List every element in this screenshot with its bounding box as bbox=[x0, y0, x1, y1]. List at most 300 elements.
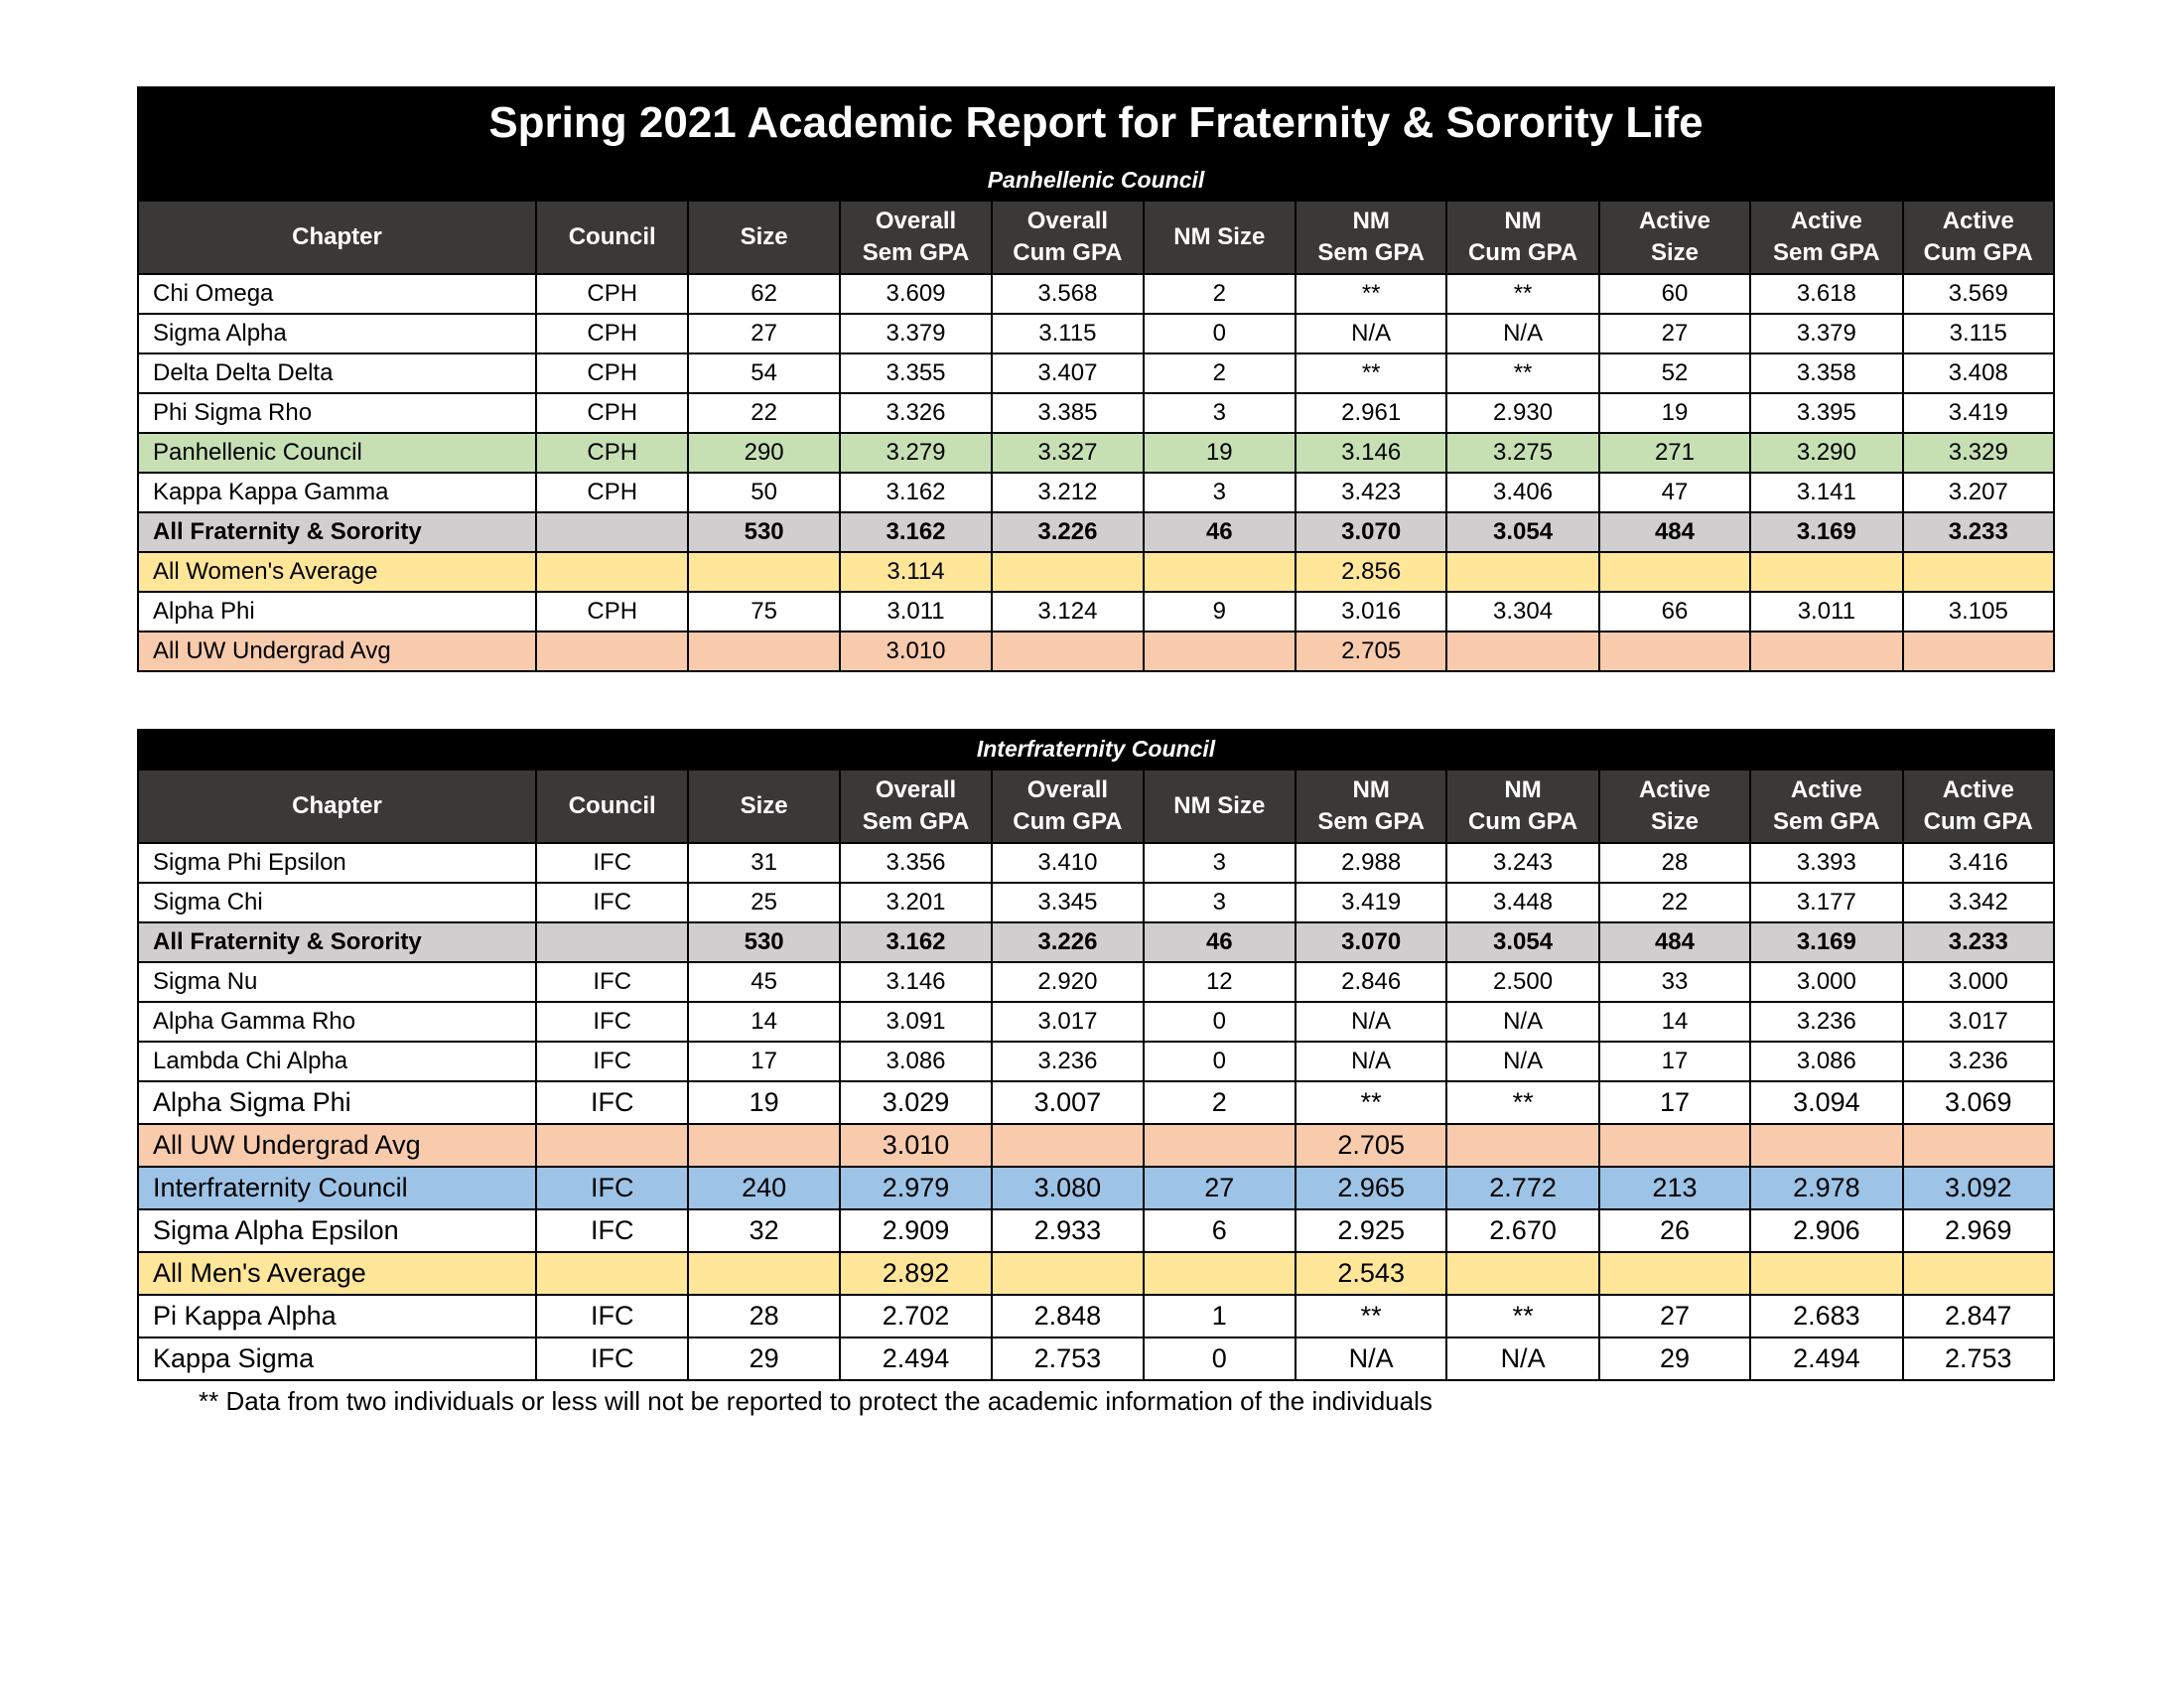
table-cell: 3.236 bbox=[1750, 1002, 1902, 1042]
table-row bbox=[138, 1209, 2054, 1252]
chapter-name-cell: All UW Undergrad Avg bbox=[138, 1124, 536, 1167]
chapter-name-cell: Alpha Gamma Rho bbox=[138, 1002, 536, 1042]
table-cell bbox=[536, 512, 688, 552]
table-cell: 2.988 bbox=[1296, 843, 1446, 883]
chapter-name-cell: All Fraternity & Sorority bbox=[138, 922, 536, 962]
table-header-row bbox=[138, 770, 2054, 843]
table-cell: 3.029 bbox=[840, 1081, 992, 1124]
table-cell: 3 bbox=[1144, 843, 1296, 883]
column-header: Active Size bbox=[1599, 770, 1750, 843]
table-cell: 3.379 bbox=[840, 314, 992, 353]
table-cell: IFC bbox=[536, 883, 688, 922]
table-cell: 3.290 bbox=[1750, 433, 1902, 473]
table-cell: 2.909 bbox=[840, 1209, 992, 1252]
table-row bbox=[138, 592, 2054, 632]
table-cell bbox=[1599, 632, 1750, 671]
table-row bbox=[138, 393, 2054, 433]
table-cell: ** bbox=[1296, 1081, 1446, 1124]
chapter-name-cell: All Women's Average bbox=[138, 552, 536, 592]
table-cell: 6 bbox=[1144, 1209, 1296, 1252]
table-cell: CPH bbox=[536, 592, 688, 632]
table-cell: 213 bbox=[1599, 1167, 1750, 1209]
table-cell: N/A bbox=[1296, 314, 1446, 353]
table-cell: 3.069 bbox=[1903, 1081, 2054, 1124]
chapter-name-cell: Pi Kappa Alpha bbox=[138, 1295, 536, 1337]
column-header: NM Size bbox=[1144, 770, 1296, 843]
column-header: Size bbox=[688, 201, 839, 274]
table-cell: 17 bbox=[1599, 1081, 1750, 1124]
report-title: Spring 2021 Academic Report for Fraternity & Sorority Life bbox=[137, 86, 2055, 160]
table-cell: 3.114 bbox=[840, 552, 992, 592]
table-cell: 3.017 bbox=[992, 1002, 1143, 1042]
chapter-name-cell: Sigma Phi Epsilon bbox=[138, 843, 536, 883]
table-cell: 2.846 bbox=[1296, 962, 1446, 1002]
table-row bbox=[138, 433, 2054, 473]
panhellenic-report-section bbox=[137, 86, 2055, 672]
table-cell: 530 bbox=[688, 512, 839, 552]
table-cell: 271 bbox=[1599, 433, 1750, 473]
table-cell bbox=[536, 552, 688, 592]
table-cell: 2.753 bbox=[1903, 1337, 2054, 1380]
table-cell: 3.416 bbox=[1903, 843, 2054, 883]
chapter-name-cell: All UW Undergrad Avg bbox=[138, 632, 536, 671]
chapter-name-cell: Delta Delta Delta bbox=[138, 353, 536, 393]
table-cell bbox=[536, 922, 688, 962]
table-cell: 3.304 bbox=[1446, 592, 1598, 632]
table-cell: 2.892 bbox=[840, 1252, 992, 1295]
table-cell: 22 bbox=[1599, 883, 1750, 922]
table-cell: 3.327 bbox=[992, 433, 1143, 473]
table-cell: 2.847 bbox=[1903, 1295, 2054, 1337]
table-cell: 3.115 bbox=[992, 314, 1143, 353]
table-cell: 2.925 bbox=[1296, 1209, 1446, 1252]
table-cell: 66 bbox=[1599, 592, 1750, 632]
table-row bbox=[138, 1337, 2054, 1380]
chapter-name-cell: Sigma Chi bbox=[138, 883, 536, 922]
table-cell bbox=[1903, 632, 2054, 671]
table-cell: 3.406 bbox=[1446, 473, 1598, 512]
table-row bbox=[138, 1042, 2054, 1081]
table-cell: 3.408 bbox=[1903, 353, 2054, 393]
table-cell: 2.848 bbox=[992, 1295, 1143, 1337]
table-cell: 14 bbox=[688, 1002, 839, 1042]
table-cell: 3.162 bbox=[840, 512, 992, 552]
table-cell bbox=[688, 1252, 839, 1295]
table-cell: 3.423 bbox=[1296, 473, 1446, 512]
table-row bbox=[138, 1081, 2054, 1124]
table-cell: 3.162 bbox=[840, 473, 992, 512]
column-header: Overall Cum GPA bbox=[992, 201, 1143, 274]
table-row bbox=[138, 353, 2054, 393]
table-cell: 3 bbox=[1144, 393, 1296, 433]
table-cell: IFC bbox=[536, 1167, 688, 1209]
table-cell: 3.011 bbox=[1750, 592, 1902, 632]
table-cell: 3 bbox=[1144, 473, 1296, 512]
table-cell: CPH bbox=[536, 393, 688, 433]
table-cell bbox=[1903, 552, 2054, 592]
table-cell bbox=[1599, 1252, 1750, 1295]
table-cell: 12 bbox=[1144, 962, 1296, 1002]
table-cell: 3.054 bbox=[1446, 512, 1598, 552]
column-header: Overall Cum GPA bbox=[992, 770, 1143, 843]
column-header: Council bbox=[536, 770, 688, 843]
table-row bbox=[138, 274, 2054, 314]
table-cell: 2.965 bbox=[1296, 1167, 1446, 1209]
table-cell: ** bbox=[1296, 1295, 1446, 1337]
table-cell: 29 bbox=[688, 1337, 839, 1380]
table-cell: 19 bbox=[1599, 393, 1750, 433]
table-cell: 3.010 bbox=[840, 632, 992, 671]
chapter-name-cell: Lambda Chi Alpha bbox=[138, 1042, 536, 1081]
table-cell: ** bbox=[1446, 1081, 1598, 1124]
table-cell bbox=[1144, 632, 1296, 671]
table-cell: 3.007 bbox=[992, 1081, 1143, 1124]
table-row bbox=[138, 1002, 2054, 1042]
column-header: Active Size bbox=[1599, 201, 1750, 274]
table-cell: 3.326 bbox=[840, 393, 992, 433]
table-cell: 3.226 bbox=[992, 922, 1143, 962]
table-cell bbox=[536, 632, 688, 671]
table-cell: 3.275 bbox=[1446, 433, 1598, 473]
table-cell: 3.086 bbox=[840, 1042, 992, 1081]
table-cell: ** bbox=[1446, 274, 1598, 314]
table-cell: 28 bbox=[688, 1295, 839, 1337]
table-cell bbox=[1750, 1252, 1902, 1295]
table-cell: 290 bbox=[688, 433, 839, 473]
table-cell: 3.448 bbox=[1446, 883, 1598, 922]
table-cell: 3.141 bbox=[1750, 473, 1902, 512]
table-cell: IFC bbox=[536, 1042, 688, 1081]
table-cell: ** bbox=[1296, 274, 1446, 314]
chapter-name-cell: Kappa Kappa Gamma bbox=[138, 473, 536, 512]
table-cell: 27 bbox=[1599, 1295, 1750, 1337]
table-cell: 31 bbox=[688, 843, 839, 883]
table-cell: 3.393 bbox=[1750, 843, 1902, 883]
table-cell: 2.961 bbox=[1296, 393, 1446, 433]
chapter-name-cell: Phi Sigma Rho bbox=[138, 393, 536, 433]
table-row bbox=[138, 314, 2054, 353]
table-cell bbox=[688, 552, 839, 592]
table-cell bbox=[1750, 552, 1902, 592]
chapter-name-cell: Interfraternity Council bbox=[138, 1167, 536, 1209]
table-cell: N/A bbox=[1296, 1002, 1446, 1042]
table-cell: 3.016 bbox=[1296, 592, 1446, 632]
table-cell: 75 bbox=[688, 592, 839, 632]
table-cell: 2 bbox=[1144, 274, 1296, 314]
table-cell: 3.124 bbox=[992, 592, 1143, 632]
table-cell: 19 bbox=[688, 1081, 839, 1124]
table-cell: 14 bbox=[1599, 1002, 1750, 1042]
table-cell: 3.091 bbox=[840, 1002, 992, 1042]
table-cell: 3.070 bbox=[1296, 922, 1446, 962]
council-title: Interfraternity Council bbox=[137, 729, 2055, 769]
table-cell: 3.017 bbox=[1903, 1002, 2054, 1042]
table-cell: IFC bbox=[536, 1295, 688, 1337]
table-cell: 9 bbox=[1144, 592, 1296, 632]
table-cell bbox=[992, 1124, 1143, 1167]
table-cell: 3.233 bbox=[1903, 922, 2054, 962]
chapter-name-cell: All Men's Average bbox=[138, 1252, 536, 1295]
table-cell: 3.092 bbox=[1903, 1167, 2054, 1209]
table-cell: 2.543 bbox=[1296, 1252, 1446, 1295]
table-cell: 2.969 bbox=[1903, 1209, 2054, 1252]
table-cell: CPH bbox=[536, 353, 688, 393]
table-cell: 3.226 bbox=[992, 512, 1143, 552]
table-cell bbox=[1446, 1252, 1598, 1295]
table-cell: 3.356 bbox=[840, 843, 992, 883]
table-cell: N/A bbox=[1446, 1002, 1598, 1042]
table-row bbox=[138, 552, 2054, 592]
column-header: Chapter bbox=[138, 201, 536, 274]
table-cell: 2.930 bbox=[1446, 393, 1598, 433]
table-cell: N/A bbox=[1446, 1337, 1598, 1380]
table-cell: 2.772 bbox=[1446, 1167, 1598, 1209]
table-cell: ** bbox=[1446, 353, 1598, 393]
table-row bbox=[138, 1167, 2054, 1209]
table-cell: N/A bbox=[1446, 314, 1598, 353]
table-cell: 3.177 bbox=[1750, 883, 1902, 922]
chapter-name-cell: Sigma Alpha Epsilon bbox=[138, 1209, 536, 1252]
table-cell: CPH bbox=[536, 473, 688, 512]
table-cell: 46 bbox=[1144, 512, 1296, 552]
table-cell: 1 bbox=[1144, 1295, 1296, 1337]
column-header: Overall Sem GPA bbox=[840, 770, 992, 843]
table-cell: 3.379 bbox=[1750, 314, 1902, 353]
table-cell: 2.920 bbox=[992, 962, 1143, 1002]
table-cell bbox=[688, 1124, 839, 1167]
table-cell: 3.086 bbox=[1750, 1042, 1902, 1081]
table-cell: N/A bbox=[1296, 1337, 1446, 1380]
table-cell: 0 bbox=[1144, 1042, 1296, 1081]
table-cell bbox=[1599, 552, 1750, 592]
table-cell: 2.753 bbox=[992, 1337, 1143, 1380]
panhellenic-table bbox=[137, 200, 2055, 672]
table-cell: 3.236 bbox=[1903, 1042, 2054, 1081]
table-row bbox=[138, 1295, 2054, 1337]
table-cell bbox=[992, 1252, 1143, 1295]
table-cell: 29 bbox=[1599, 1337, 1750, 1380]
table-cell bbox=[536, 1124, 688, 1167]
table-row bbox=[138, 473, 2054, 512]
chapter-name-cell: Panhellenic Council bbox=[138, 433, 536, 473]
table-cell: IFC bbox=[536, 1002, 688, 1042]
table-cell bbox=[688, 632, 839, 671]
table-cell: 2.494 bbox=[840, 1337, 992, 1380]
table-cell: 17 bbox=[1599, 1042, 1750, 1081]
table-row bbox=[138, 883, 2054, 922]
table-cell: 2.705 bbox=[1296, 632, 1446, 671]
table-cell: 484 bbox=[1599, 922, 1750, 962]
table-cell: 3.358 bbox=[1750, 353, 1902, 393]
column-header: NM Cum GPA bbox=[1446, 770, 1598, 843]
column-header: Active Cum GPA bbox=[1903, 201, 2054, 274]
chapter-name-cell: Alpha Phi bbox=[138, 592, 536, 632]
table-cell: 2.978 bbox=[1750, 1167, 1902, 1209]
table-cell: 17 bbox=[688, 1042, 839, 1081]
table-header-row bbox=[138, 201, 2054, 274]
table-cell: 3.162 bbox=[840, 922, 992, 962]
table-cell: 33 bbox=[1599, 962, 1750, 1002]
column-header: Chapter bbox=[138, 770, 536, 843]
table-cell: 3.010 bbox=[840, 1124, 992, 1167]
table-row bbox=[138, 962, 2054, 1002]
table-cell: 52 bbox=[1599, 353, 1750, 393]
table-cell bbox=[1750, 632, 1902, 671]
table-cell: 2.683 bbox=[1750, 1295, 1902, 1337]
table-cell: 0 bbox=[1144, 1002, 1296, 1042]
table-cell: 45 bbox=[688, 962, 839, 1002]
chapter-name-cell: Sigma Alpha bbox=[138, 314, 536, 353]
column-header: Active Cum GPA bbox=[1903, 770, 2054, 843]
table-cell: 3.105 bbox=[1903, 592, 2054, 632]
chapter-name-cell: Alpha Sigma Phi bbox=[138, 1081, 536, 1124]
table-cell: 530 bbox=[688, 922, 839, 962]
table-cell: 28 bbox=[1599, 843, 1750, 883]
table-cell: 3.609 bbox=[840, 274, 992, 314]
table-cell: IFC bbox=[536, 1209, 688, 1252]
table-cell: 3.342 bbox=[1903, 883, 2054, 922]
table-cell: CPH bbox=[536, 433, 688, 473]
table-cell: 3 bbox=[1144, 883, 1296, 922]
table-cell: 3.329 bbox=[1903, 433, 2054, 473]
table-cell: N/A bbox=[1296, 1042, 1446, 1081]
table-cell bbox=[536, 1252, 688, 1295]
column-header: Council bbox=[536, 201, 688, 274]
interfraternity-report-section bbox=[137, 729, 2055, 1381]
table-cell: 2.670 bbox=[1446, 1209, 1598, 1252]
table-cell: 32 bbox=[688, 1209, 839, 1252]
table-cell: 2.979 bbox=[840, 1167, 992, 1209]
table-cell: 2.702 bbox=[840, 1295, 992, 1337]
table-cell: 3.070 bbox=[1296, 512, 1446, 552]
table-cell: 2 bbox=[1144, 1081, 1296, 1124]
table-cell: 3.201 bbox=[840, 883, 992, 922]
column-header: Active Sem GPA bbox=[1750, 201, 1902, 274]
table-cell: IFC bbox=[536, 843, 688, 883]
table-cell bbox=[1903, 1124, 2054, 1167]
table-cell: 3.345 bbox=[992, 883, 1143, 922]
column-header: NM Size bbox=[1144, 201, 1296, 274]
table-cell: 0 bbox=[1144, 314, 1296, 353]
column-header: Active Sem GPA bbox=[1750, 770, 1902, 843]
table-cell: 3.385 bbox=[992, 393, 1143, 433]
chapter-name-cell: Chi Omega bbox=[138, 274, 536, 314]
column-header: NM Sem GPA bbox=[1296, 201, 1446, 274]
table-cell: 3.355 bbox=[840, 353, 992, 393]
table-cell: 22 bbox=[688, 393, 839, 433]
table-cell: 3.169 bbox=[1750, 512, 1902, 552]
table-cell: 3.054 bbox=[1446, 922, 1598, 962]
table-cell: ** bbox=[1296, 353, 1446, 393]
table-cell: 3.233 bbox=[1903, 512, 2054, 552]
footnote: ** Data from two individuals or less will not be reported to protect the academic information of the individuals bbox=[199, 1386, 1433, 1416]
table-cell: 3.000 bbox=[1750, 962, 1902, 1002]
table-cell: CPH bbox=[536, 314, 688, 353]
table-cell: IFC bbox=[536, 962, 688, 1002]
table-cell: 27 bbox=[688, 314, 839, 353]
table-cell: 19 bbox=[1144, 433, 1296, 473]
table-cell bbox=[1599, 1124, 1750, 1167]
table-cell: 2.933 bbox=[992, 1209, 1143, 1252]
table-cell: 3.115 bbox=[1903, 314, 2054, 353]
table-cell: 3.243 bbox=[1446, 843, 1598, 883]
column-header: NM Sem GPA bbox=[1296, 770, 1446, 843]
table-cell: N/A bbox=[1446, 1042, 1598, 1081]
table-cell: 3.568 bbox=[992, 274, 1143, 314]
table-cell: IFC bbox=[536, 1337, 688, 1380]
table-cell: 3.146 bbox=[840, 962, 992, 1002]
table-cell bbox=[1144, 552, 1296, 592]
table-cell: 3.407 bbox=[992, 353, 1143, 393]
table-cell: 3.279 bbox=[840, 433, 992, 473]
table-cell: 2.500 bbox=[1446, 962, 1598, 1002]
table-cell: 484 bbox=[1599, 512, 1750, 552]
table-cell: 3.169 bbox=[1750, 922, 1902, 962]
table-cell: 3.212 bbox=[992, 473, 1143, 512]
table-row bbox=[138, 1252, 2054, 1295]
table-cell bbox=[1446, 632, 1598, 671]
table-cell: 2.494 bbox=[1750, 1337, 1902, 1380]
table-cell: 2.906 bbox=[1750, 1209, 1902, 1252]
table-row bbox=[138, 632, 2054, 671]
interfraternity-table bbox=[137, 769, 2055, 1381]
column-header: NM Cum GPA bbox=[1446, 201, 1598, 274]
table-cell: 3.000 bbox=[1903, 962, 2054, 1002]
table-cell: IFC bbox=[536, 1081, 688, 1124]
chapter-name-cell: Kappa Sigma bbox=[138, 1337, 536, 1380]
table-cell: 3.011 bbox=[840, 592, 992, 632]
table-cell: 3.146 bbox=[1296, 433, 1446, 473]
table-cell: 0 bbox=[1144, 1337, 1296, 1380]
table-cell: 46 bbox=[1144, 922, 1296, 962]
table-cell: 62 bbox=[688, 274, 839, 314]
table-cell bbox=[1446, 552, 1598, 592]
chapter-name-cell: Sigma Nu bbox=[138, 962, 536, 1002]
table-cell: 47 bbox=[1599, 473, 1750, 512]
council-title: Panhellenic Council bbox=[137, 160, 2055, 200]
table-cell: 60 bbox=[1599, 274, 1750, 314]
table-cell: 3.419 bbox=[1296, 883, 1446, 922]
table-cell: 2 bbox=[1144, 353, 1296, 393]
column-header: Overall Sem GPA bbox=[840, 201, 992, 274]
table-cell: 3.395 bbox=[1750, 393, 1902, 433]
table-row bbox=[138, 512, 2054, 552]
table-cell bbox=[1144, 1124, 1296, 1167]
table-cell: 3.410 bbox=[992, 843, 1143, 883]
table-cell: 54 bbox=[688, 353, 839, 393]
chapter-name-cell: All Fraternity & Sorority bbox=[138, 512, 536, 552]
table-row bbox=[138, 1124, 2054, 1167]
table-cell: 240 bbox=[688, 1167, 839, 1209]
table-cell bbox=[992, 552, 1143, 592]
table-cell: 25 bbox=[688, 883, 839, 922]
table-cell: CPH bbox=[536, 274, 688, 314]
table-cell bbox=[1144, 1252, 1296, 1295]
table-cell: 2.856 bbox=[1296, 552, 1446, 592]
table-cell: 3.080 bbox=[992, 1167, 1143, 1209]
table-cell bbox=[1903, 1252, 2054, 1295]
table-cell: 27 bbox=[1599, 314, 1750, 353]
table-row bbox=[138, 922, 2054, 962]
table-cell: 3.236 bbox=[992, 1042, 1143, 1081]
table-cell bbox=[992, 632, 1143, 671]
table-cell: 3.618 bbox=[1750, 274, 1902, 314]
table-cell: 26 bbox=[1599, 1209, 1750, 1252]
table-cell bbox=[1750, 1124, 1902, 1167]
table-cell: 27 bbox=[1144, 1167, 1296, 1209]
table-row bbox=[138, 843, 2054, 883]
table-cell: 3.094 bbox=[1750, 1081, 1902, 1124]
